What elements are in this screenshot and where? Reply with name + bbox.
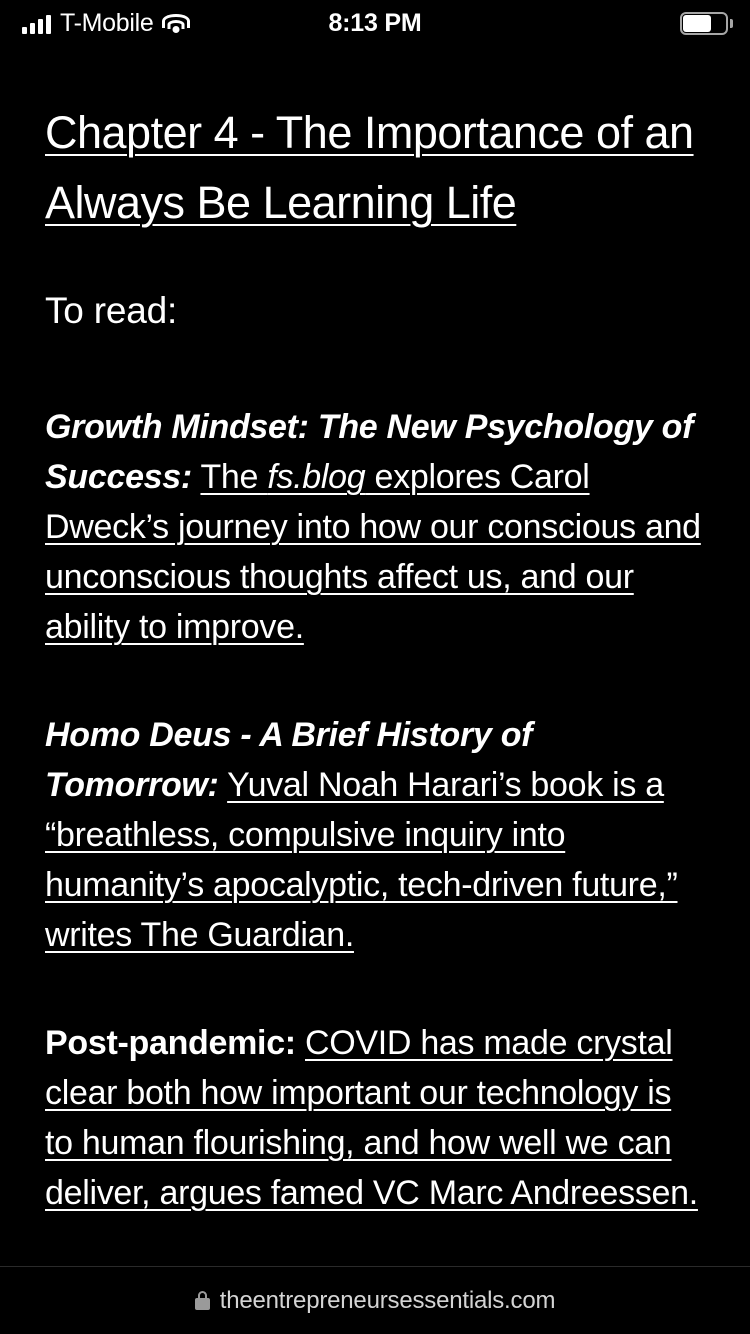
reading-item — [45, 711, 704, 961]
status-bar — [0, 0, 750, 46]
battery-icon — [680, 12, 728, 35]
url-label[interactable]: theentrepreneursessentials.com — [219, 1286, 556, 1314]
wifi-icon — [162, 13, 190, 33]
status-bar-clock: 8:13 PM — [328, 8, 422, 37]
page-title: Chapter 4 - The Importance of an Always Be Learning Life — [45, 107, 694, 228]
reading-item-lead: Growth Mindset: The New Psychology of Success: — [45, 408, 694, 497]
article-content — [0, 46, 750, 1334]
body-post: explores Carol Dweck’s journey into how our conscious and unconscious thoughts affect us, and our ability to improve. — [45, 458, 701, 647]
body-emphasis: fs.blog — [267, 458, 366, 497]
browser-bottom-bar — [0, 1266, 750, 1334]
intro-text: To read: — [45, 289, 178, 331]
body-pre: The — [200, 458, 268, 497]
reading-item — [45, 1019, 704, 1219]
status-bar-left — [22, 9, 190, 38]
reading-item-lead: Post-pandemic: — [45, 1024, 296, 1063]
body-pre: Yuval Noah Harari’s book is a “breathless, compulsive inquiry into humanity’s apocalyptic, tech-driven future,” writes The Guardian. — [45, 766, 678, 955]
reading-item-lead: Homo Deus - A Brief History of Tomorrow: — [45, 716, 533, 805]
body-pre: COVID has made crystal clear both how important our technology is to human flourishing, and how well we can deliver, argues famed VC Marc Andreessen. — [45, 1024, 698, 1213]
reading-item — [45, 403, 704, 653]
carrier-label: T-Mobile — [60, 8, 154, 37]
cellular-signal-icon — [22, 12, 51, 34]
status-bar-right — [680, 12, 728, 35]
lock-icon — [195, 1291, 210, 1310]
